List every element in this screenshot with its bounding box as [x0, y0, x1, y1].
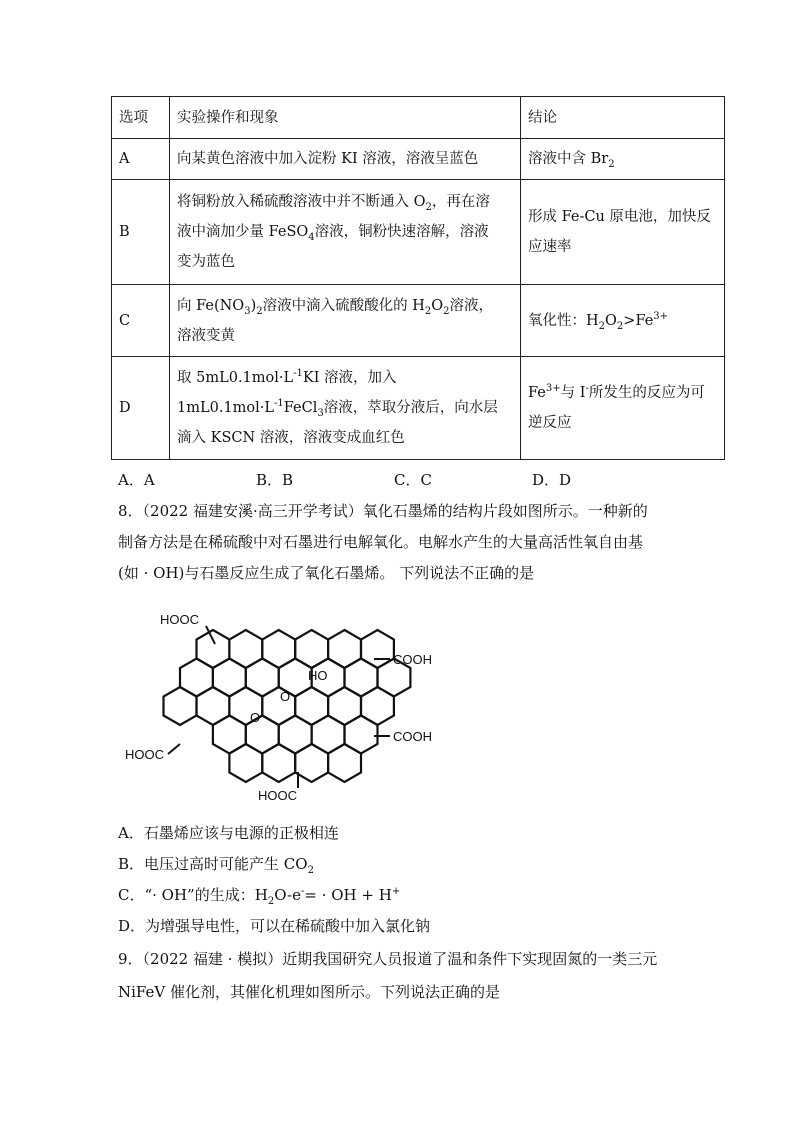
label-cooh-right-1: COOH [393, 652, 432, 667]
q8-option-a: A．石墨烯应该与电源的正极相连 [118, 824, 339, 842]
row-operation: 向某黄色溶液中加入淀粉 KI 溶液，溶液呈蓝色 [170, 139, 521, 180]
row-operation: 向 $Fe(NO_3)_2$溶液中滴入硫酸酸化的 $H_2O_2$溶液， 溶液变黄 [170, 285, 521, 357]
experiment-table [111, 96, 725, 460]
hexagon-ring [164, 687, 197, 725]
q8-stem-line1: 8．（2022 福建安溪·高三开学考试）氧化石墨烯的结构片段如图所示。一种新的 [118, 502, 648, 520]
q8-option-b: B．电压过高时可能产生 $CO_2$ [118, 855, 314, 876]
label-hooc-top: HOOC [160, 612, 199, 627]
label-epoxide-o1: O [280, 689, 291, 704]
table-row [112, 139, 725, 180]
table-row [112, 285, 725, 357]
header-conclusion: 结论 [521, 97, 725, 139]
row-operation: 取 $5mL0.1mol\cdot L^{-1}KI$ 溶液，加入 $1mL0.1mol\cdot L^{-1}FeCl_3$溶液，萃取分液后，向水层 滴入 KSCN 溶液，溶液变成血红色 [170, 357, 521, 460]
row-conclusion: 氧化性：$H_2O_2>Fe^{3+}$ [521, 285, 725, 357]
row-option: B [112, 180, 170, 285]
q8-stem-line3: (如 · OH)与石墨反应生成了氧化石墨烯。 下列说法不正确的是 [118, 564, 535, 582]
table-row [112, 180, 725, 285]
table-header-row [112, 97, 725, 139]
label-hooc-left: HOOC [125, 747, 164, 762]
q7-options [118, 469, 670, 491]
q8-option-c: C．“· OH”的生成：$H_2O-e^-=$ · OH + H+ [118, 886, 401, 907]
table-row [112, 357, 725, 460]
row-conclusion: 形成 Fe-Cu 原电池，加快反 应速率 [521, 180, 725, 285]
hexagon-ring [229, 744, 262, 782]
hexagon-ring [328, 744, 361, 782]
q7-option-b: B．B [256, 471, 294, 489]
hexagon-ring [295, 744, 328, 782]
label-hooc-bottom: HOOC [258, 788, 297, 803]
hexagon-ring [262, 744, 295, 782]
q8-stem-line2: 制备方法是在稀硫酸中对石墨进行电解氧化。电解水产生的大量高活性氧自由基 [118, 533, 644, 551]
row-option: A [112, 139, 170, 180]
header-option: 选项 [112, 97, 170, 139]
q9-stem-line2: NiFeV 催化剂，其催化机理如图所示。下列说法正确的是 [118, 983, 500, 1001]
q7-option-c: C．C [394, 471, 432, 489]
row-operation: 将铜粉放入稀硫酸溶液中并不断通入 $O_2$，再在溶 液中滴加少量 FeSO$_4$溶液，铜粉快速溶解，溶液 变为蓝色 [170, 180, 521, 285]
graphene-oxide-structure [120, 604, 450, 806]
header-operation: 实验操作和现象 [170, 97, 521, 139]
row-option: C [112, 285, 170, 357]
q7-option-a: A．A [118, 471, 155, 489]
q7-option-d: D．D [532, 471, 572, 489]
row-option: D [112, 357, 170, 460]
q8-option-d: D．为增强导电性，可以在稀硫酸中加入氯化钠 [118, 917, 431, 935]
label-ho: HO [308, 668, 328, 683]
row-conclusion: 溶液中含 $Br_2$ [521, 139, 725, 180]
label-epoxide-o2: O [250, 710, 261, 725]
label-cooh-right-2: COOH [393, 729, 432, 744]
row-conclusion: $Fe^{3+}$与 I-所发生的反应为可 逆反应 [521, 357, 725, 460]
q9-stem-line1: 9．（2022 福建 · 模拟）近期我国研究人员报道了温和条件下实现固氮的一类三元 [118, 950, 658, 968]
